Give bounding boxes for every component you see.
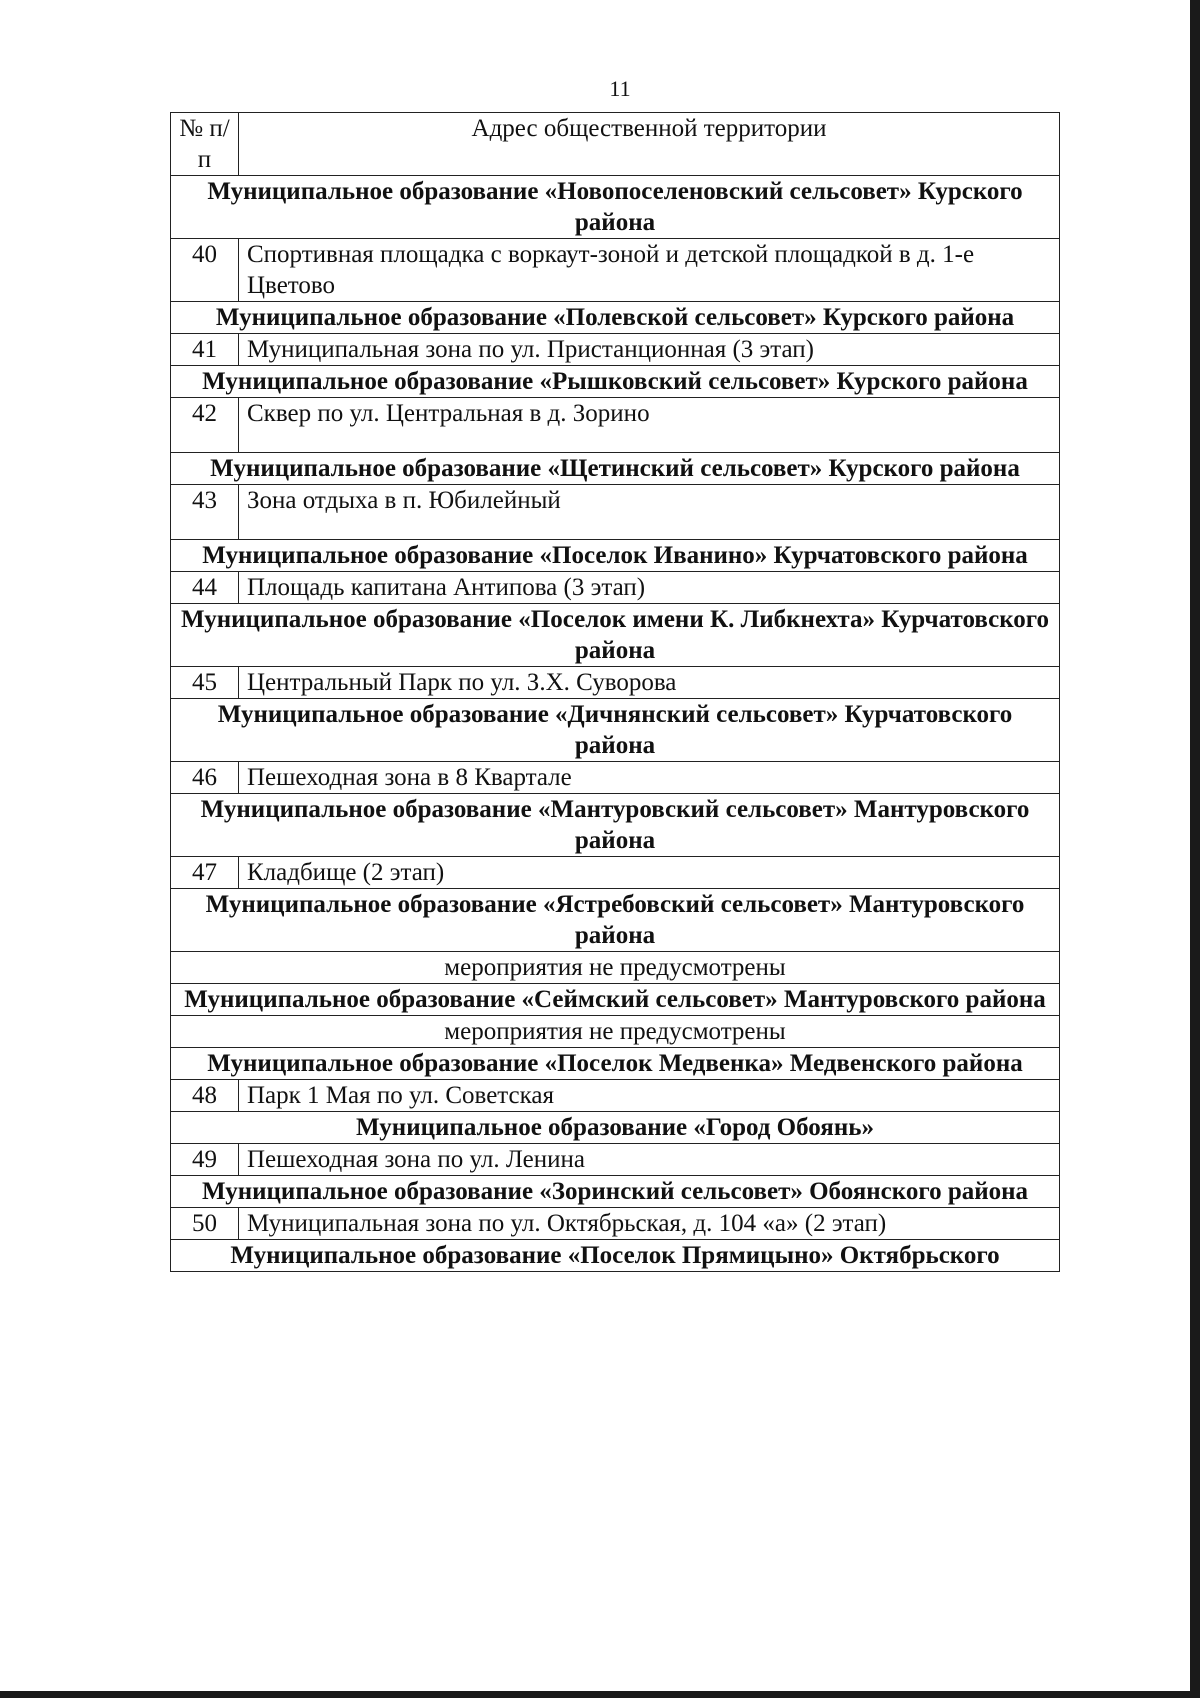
scan-edge-bottom bbox=[0, 1691, 1200, 1698]
row-number: 48 bbox=[171, 1080, 239, 1112]
table-row bbox=[171, 239, 1060, 302]
municipality-row bbox=[171, 794, 1060, 857]
row-number: 50 bbox=[171, 1208, 239, 1240]
table-row bbox=[171, 334, 1060, 366]
table-row bbox=[171, 485, 1060, 540]
table-row bbox=[171, 1208, 1060, 1240]
row-address: Сквер по ул. Центральная в д. Зорино bbox=[239, 398, 1060, 453]
row-address: Площадь капитана Антипова (3 этап) bbox=[239, 572, 1060, 604]
municipality-title: Муниципальное образование «Новопоселеновский сельсовет» Курского района bbox=[171, 176, 1060, 239]
row-number: 49 bbox=[171, 1144, 239, 1176]
scan-edge-right bbox=[1190, 0, 1200, 1698]
row-number: 40 bbox=[171, 239, 239, 302]
municipality-row bbox=[171, 366, 1060, 398]
table-row bbox=[171, 1080, 1060, 1112]
row-number: 44 bbox=[171, 572, 239, 604]
row-address: Пешеходная зона в 8 Квартале bbox=[239, 762, 1060, 794]
row-address: Пешеходная зона по ул. Ленина bbox=[239, 1144, 1060, 1176]
municipality-row bbox=[171, 1112, 1060, 1144]
municipality-title: Муниципальное образование «Полевской сельсовет» Курского района bbox=[171, 302, 1060, 334]
row-address: Зона отдыха в п. Юбилейный bbox=[239, 485, 1060, 540]
municipality-title: Муниципальное образование «Зоринский сельсовет» Обоянского района bbox=[171, 1176, 1060, 1208]
table-row bbox=[171, 572, 1060, 604]
territories-table bbox=[170, 112, 1060, 1272]
table-row bbox=[171, 398, 1060, 453]
municipality-row bbox=[171, 1048, 1060, 1080]
municipality-row bbox=[171, 176, 1060, 239]
municipality-title: Муниципальное образование «Поселок имени К. Либкнехта» Курчатовского района bbox=[171, 604, 1060, 667]
municipality-title: Муниципальное образование «Сеймский сельсовет» Мантуровского района bbox=[171, 984, 1060, 1016]
municipality-row bbox=[171, 984, 1060, 1016]
row-address: Спортивная площадка с воркаут-зоной и детской площадкой в д. 1-е Цветово bbox=[239, 239, 1060, 302]
municipality-title: Муниципальное образование «Поселок Прямицыно» Октябрьского bbox=[171, 1240, 1060, 1272]
row-number: 47 bbox=[171, 857, 239, 889]
municipality-title: Муниципальное образование «Мантуровский сельсовет» Мантуровского района bbox=[171, 794, 1060, 857]
no-activities-note: мероприятия не предусмотрены bbox=[171, 952, 1060, 984]
municipality-row bbox=[171, 1240, 1060, 1272]
row-address: Центральный Парк по ул. З.Х. Суворова bbox=[239, 667, 1060, 699]
header-num: № п/п bbox=[171, 113, 239, 176]
municipality-row bbox=[171, 1176, 1060, 1208]
header-address: Адрес общественной территории bbox=[239, 113, 1060, 176]
municipality-title: Муниципальное образование «Дичнянский сельсовет» Курчатовского района bbox=[171, 699, 1060, 762]
row-number: 42 bbox=[171, 398, 239, 453]
table-header-row bbox=[171, 113, 1060, 176]
municipality-title: Муниципальное образование «Город Обоянь» bbox=[171, 1112, 1060, 1144]
municipality-row bbox=[171, 453, 1060, 485]
row-number: 46 bbox=[171, 762, 239, 794]
municipality-title: Муниципальное образование «Поселок Медвенка» Медвенского района bbox=[171, 1048, 1060, 1080]
municipality-row bbox=[171, 699, 1060, 762]
table-row bbox=[171, 667, 1060, 699]
municipality-row bbox=[171, 604, 1060, 667]
row-number: 43 bbox=[171, 485, 239, 540]
table-row bbox=[171, 1144, 1060, 1176]
row-address: Муниципальная зона по ул. Октябрьская, д. 104 «а» (2 этап) bbox=[239, 1208, 1060, 1240]
municipality-title: Муниципальное образование «Поселок Иванино» Курчатовского района bbox=[171, 540, 1060, 572]
table-row bbox=[171, 857, 1060, 889]
municipality-row bbox=[171, 540, 1060, 572]
note-row bbox=[171, 952, 1060, 984]
municipality-title: Муниципальное образование «Ястребовский сельсовет» Мантуровского района bbox=[171, 889, 1060, 952]
page-number: 11 bbox=[609, 76, 631, 101]
row-address: Парк 1 Мая по ул. Советская bbox=[239, 1080, 1060, 1112]
row-address: Муниципальная зона по ул. Пристанционная (3 этап) bbox=[239, 334, 1060, 366]
row-number: 41 bbox=[171, 334, 239, 366]
row-number: 45 bbox=[171, 667, 239, 699]
no-activities-note: мероприятия не предусмотрены bbox=[171, 1016, 1060, 1048]
municipality-row bbox=[171, 302, 1060, 334]
municipality-row bbox=[171, 889, 1060, 952]
municipality-title: Муниципальное образование «Рышковский сельсовет» Курского района bbox=[171, 366, 1060, 398]
row-address: Кладбище (2 этап) bbox=[239, 857, 1060, 889]
municipality-title: Муниципальное образование «Щетинский сельсовет» Курского района bbox=[171, 453, 1060, 485]
table-row bbox=[171, 762, 1060, 794]
note-row bbox=[171, 1016, 1060, 1048]
